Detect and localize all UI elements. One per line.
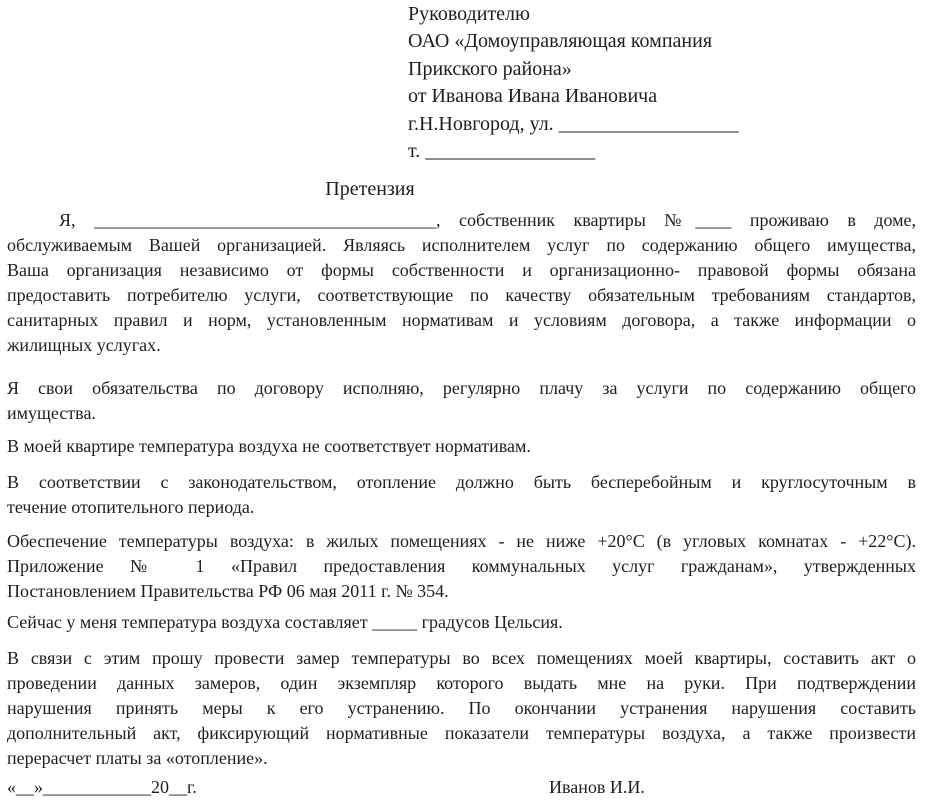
paragraph-line: Я свои обязательства по договору исполняю, регулярно плачу за услуги по содержанию общего	[7, 378, 916, 398]
document-title: Претензия	[325, 178, 415, 200]
paragraph-line: санитарных правил и норм, установленным нормативам и условиям договора, а также информации о	[7, 310, 916, 330]
paragraph-line: течение отопительного периода.	[7, 497, 255, 517]
sender-name-line: от Иванова Ивана Ивановича	[408, 85, 658, 108]
paragraph-line: жилищных услугах.	[7, 335, 161, 355]
sender-address-line: г.Н.Новгород, ул. __________________	[408, 112, 739, 135]
paragraph-line: Приложение № 1 «Правил предоставления коммунальных услуг гражданам», утвержденных	[7, 556, 916, 576]
signature-name: Иванов И.И.	[549, 777, 645, 797]
paragraph-line: В соответствии с законодательством, отопление должно быть бесперебойным и круглосуточным в	[7, 472, 916, 492]
sender-phone-line: т. _________________	[408, 140, 596, 163]
addressee-line-2: ОАО «Домоуправляющая компания	[408, 30, 713, 53]
paragraph-line: нарушения принять меры к его устранению. По окончании устранения нарушения составить	[7, 698, 916, 718]
paragraph-obligations	[7, 376, 916, 426]
paragraph-norms	[7, 529, 916, 604]
addressee-block	[408, 1, 908, 165]
paragraph-line: перерасчет платы за «отопление».	[7, 748, 268, 768]
paragraph-line: предоставить потребителю услуги, соответствующие по качеству обязательным требованиям стандартов,	[7, 285, 916, 305]
paragraph-line: Постановлением Правительства РФ 06 мая 2011 г. № 354.	[7, 581, 449, 601]
paragraph-ownership	[7, 208, 916, 358]
paragraph-current-temperature	[7, 610, 916, 635]
paragraph-line: дополнительный акт, фиксирующий нормативные показатели температуры воздуха, а также произвести	[7, 723, 916, 743]
paragraph-line: имущества.	[7, 403, 96, 423]
paragraph-line: Ваша организация независимо от формы собственности и организационно- правовой формы обязана	[7, 260, 916, 280]
paragraph-line: Сейчас у меня температура воздуха составляет _____ градусов Цельсия.	[7, 612, 563, 632]
paragraph-line: проведении данных замеров, один экземпляр которого выдать мне на руки. При подтверждении	[7, 673, 916, 693]
paragraph-line: Я, ______________________________________, собственник квартиры №____ проживаю в доме,	[59, 210, 916, 230]
paragraph-temperature-issue	[7, 434, 916, 459]
paragraph-line: В моей квартире температура воздуха не соответствует нормативам.	[7, 436, 531, 456]
paragraph-line: обслуживаемым Вашей организацией. Являясь исполнителем услуг по содержанию общего имущества,	[7, 235, 916, 255]
addressee-line-1: Руководителю	[408, 3, 530, 25]
date-field: «__»____________20__г.	[7, 777, 197, 797]
paragraph-line: В связи с этим прошу провести замер температуры во всех помещениях моей квартиры, составить акт о	[7, 648, 916, 668]
paragraph-line: Обеспечение температуры воздуха: в жилых помещениях - не ниже +20°С (в угловых комнатах - +22°С).	[7, 531, 916, 551]
paragraph-legislation	[7, 470, 916, 520]
paragraph-request	[7, 646, 916, 771]
addressee-line-3: Прикского района»	[408, 57, 572, 80]
